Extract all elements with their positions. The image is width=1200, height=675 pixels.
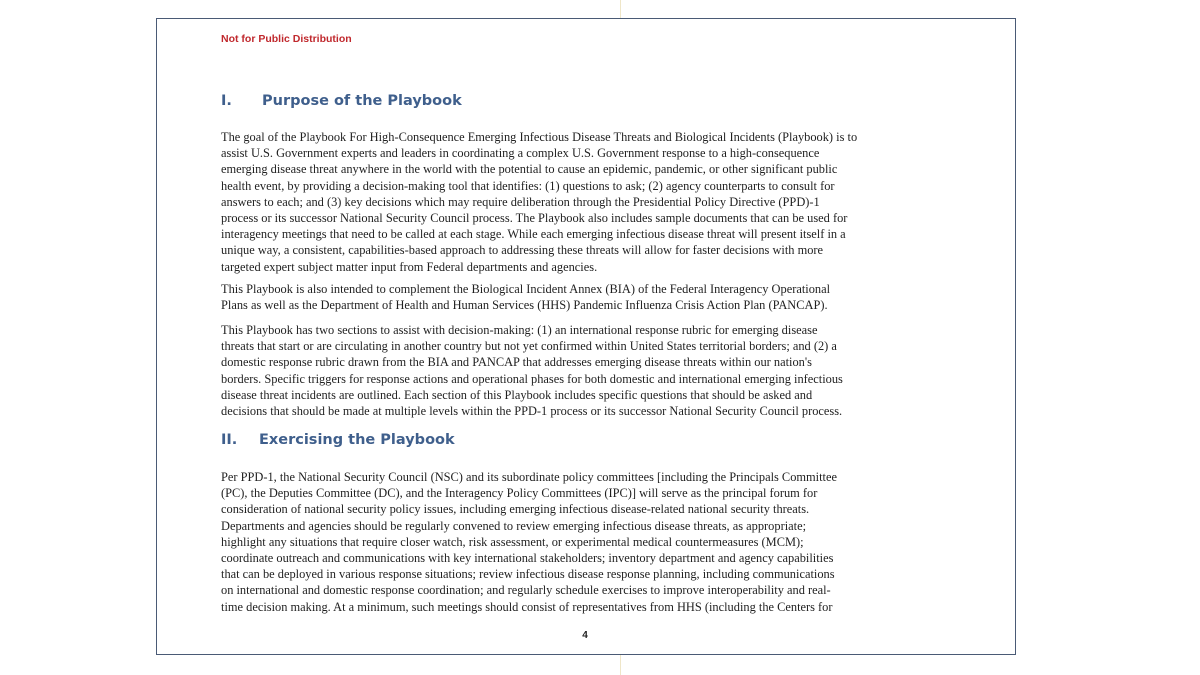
section-number: II. (221, 432, 238, 448)
text-line: The goal of the Playbook For High-Consequence Emerging Infectious Disease Threats and Biological Incidents (Playbook) is to (221, 130, 858, 144)
text-line: interagency meetings that need to be called at each stage. While each emerging infectious disease threat will present itself in a (221, 227, 846, 242)
text-line: This Playbook has two sections to assist with decision-making: (1) an international response rubric for emerging disease (221, 323, 818, 337)
text-line: unique way, a consistent, capabilities-based approach to addressing these threats will allow for faster decisions with more (221, 243, 824, 258)
section-title: Purpose of the Playbook (262, 93, 462, 109)
text-line: threats that start or are circulating in another country but not yet confirmed within United States territorial borders; and (2) a (221, 339, 837, 354)
text-line: process or its successor National Security Council process. The Playbook also includes sample documents that can be used for (221, 211, 848, 226)
text-line: borders. Specific triggers for response actions and operational phases for both domestic and international emerging infectious (221, 371, 843, 386)
text-line: decisions that should be made at multiple levels within the PPD-1 process or its successor National Security Council process. (221, 404, 843, 419)
text-line: coordinate outreach and communications with key international stakeholders; inventory department and agency capabilities (221, 551, 834, 566)
section-number: I. (221, 93, 232, 109)
text-line: highlight any situations that require closer watch, risk assessment, or experimental medical countermeasures (MCM); (221, 534, 804, 549)
text-line: domestic response rubric drawn from the BIA and PANCAP that addresses emerging disease threats within our nation's (221, 355, 812, 370)
purpose-paragraph-1 (221, 129, 951, 275)
text-line: answers to each; and (3) key decisions which may require deliberation through the Presidential Policy Directive (PPD)-1 (221, 194, 820, 209)
purpose-paragraph-3 (221, 322, 951, 419)
text-line: Plans as well as the Department of Health and Human Services (HHS) Pandemic Influenza Crisis Action Plan (PANCAP). (221, 298, 828, 313)
text-line: on international and domestic response coordination; and regularly schedule exercises to improve interoperability and real- (221, 583, 831, 598)
exercising-paragraph-1 (221, 469, 951, 615)
text-line: This Playbook is also intended to complement the Biological Incident Annex (BIA) of the Federal Interagency Operational (221, 282, 831, 296)
text-line: Departments and agencies should be regularly convened to review emerging infectious disease threats, as appropriate; (221, 518, 807, 533)
section-title: Exercising the Playbook (259, 432, 455, 448)
text-line: (PC), the Deputies Committee (DC), and the Interagency Policy Committees (IPC)] will serve as the principal forum for (221, 486, 818, 501)
text-line: time decision making. At a minimum, such meetings should consist of representatives from HHS (including the Centers for (221, 599, 833, 614)
text-line: disease threat incidents are outlined. Each section of this Playbook includes specific questions that should be asked and (221, 387, 813, 402)
text-line: Per PPD-1, the National Security Council (NSC) and its subordinate policy committees [including the Principals Committee (221, 470, 837, 484)
text-line: emerging disease threat anywhere in the world with the potential to cause an epidemic, pandemic, or other significant public (221, 162, 838, 177)
text-line: health event, by providing a decision-making tool that identifies: (1) questions to ask; (2) agency counterparts to consult for (221, 178, 835, 193)
text-line: that can be deployed in various response situations; review infectious disease response planning, including communications (221, 567, 835, 582)
page-number: 4 (582, 630, 588, 641)
text-line: consideration of national security policy issues, including emerging infectious disease-related national security threats. (221, 502, 810, 517)
text-line: assist U.S. Government experts and leaders in coordinating a complex U.S. Government response to a high-consequence (221, 146, 820, 161)
purpose-paragraph-2 (221, 281, 951, 313)
text-line: targeted expert subject matter input from Federal departments and agencies. (221, 259, 598, 274)
distribution-notice: Not for Public Distribution (221, 33, 352, 45)
